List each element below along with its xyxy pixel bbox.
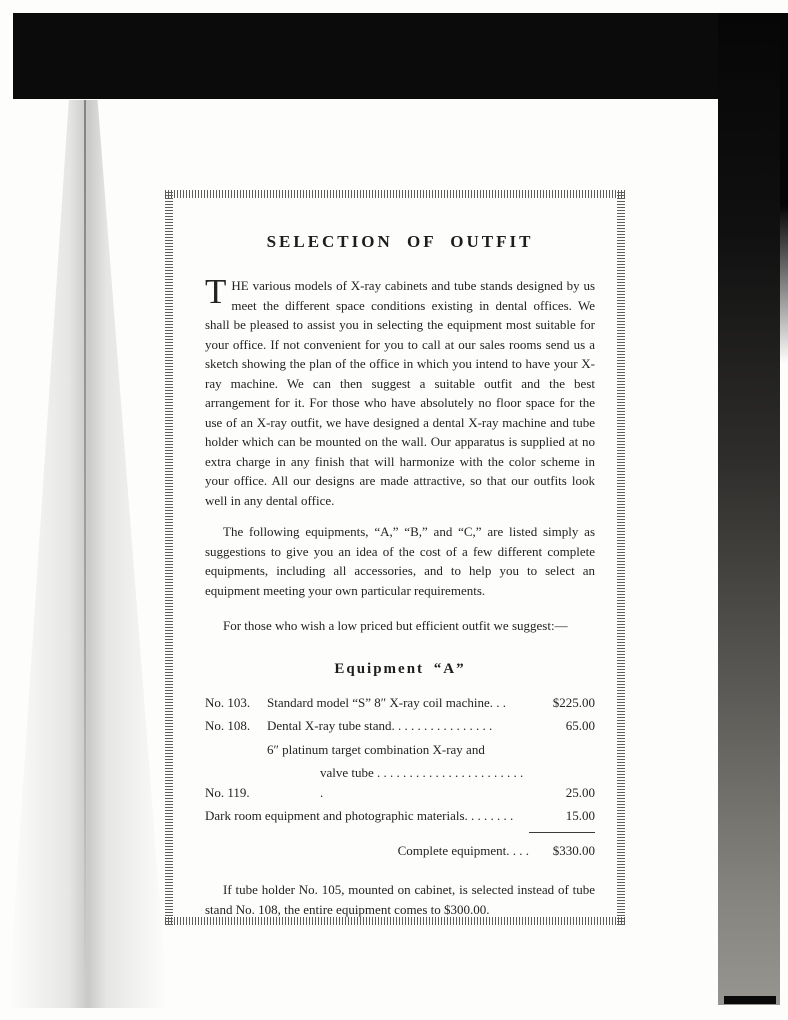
table-row (205, 716, 595, 736)
table-row (205, 693, 595, 713)
total-rule (529, 832, 595, 833)
page-title: SELECTION OF OUTFIT (266, 232, 534, 251)
table-row (205, 740, 595, 803)
item-price: $225.00 (552, 694, 595, 710)
item-description: Dental X-ray tube stand. . . . . . . . . . . . . . . . (267, 718, 493, 733)
item-number: No. 119. (205, 784, 250, 800)
item-price: 25.00 (565, 784, 595, 800)
intro-paragraph (205, 272, 595, 510)
item-price: 15.00 (565, 808, 595, 823)
item-number: No. 103. (205, 694, 251, 710)
total-label: Complete equipment. . . . (397, 842, 529, 858)
intro-paragraph-text: HE various models of X-ray cabinets and tube stands designed by us meet the different space conditions existing in dental offices. We shall be pleased to assist you in selecting the equipment most suitable for your office. If not convenient for you to call at our sales rooms send us a sketch showing the plan of the office in which you intend to have your X-ray machine. We can then suggest a suitable outfit and the best arrangement for it. For those who have absolutely no floor space for the use of an X-ray outfit, we have designed a dental X-ray machine and tube holder which can be mounted on the wall. Our apparatus is supplied at no extra charge in any finish that will harmonize with the color scheme in your office. All our designs are made attractive, so that our outfits look well in any dental office. (205, 278, 595, 508)
equipment-price-table (205, 693, 595, 826)
item-number: No. 108. (205, 718, 251, 733)
item-description: Standard model “S” 8″ X-ray coil machine. . . (267, 694, 506, 710)
book-gutter-fold-line (84, 100, 86, 990)
frame-edge-left (165, 190, 173, 925)
scanner-bottom-black-strip (724, 996, 776, 1004)
note-paragraph: If tube holder No. 105, mounted on cabinet, is selected instead of tube stand No. 108, the entire equipment comes to $300.00. (205, 882, 595, 917)
equipments-list-paragraph: The following equipments, “A,” “B,” and “C,” are listed simply as suggestions to give you an idea of the cost of a few different complete equipments, including all accessories, and to help you to select an equipment meeting your own particular requirements. (205, 524, 595, 598)
book-gutter-shadow (8, 100, 168, 1008)
drop-cap: T (205, 272, 227, 311)
total-price: $330.00 (552, 842, 595, 858)
suggestion-paragraph: For those who wish a low priced but efficient outfit we suggest:— (223, 618, 568, 633)
ornamental-border-frame (165, 190, 625, 925)
equipment-a-title: Equipment “A” (334, 660, 466, 677)
item-description: 6″ platinum target combination X-ray and valve tube . . . . . . . . . . . . . . . . . . . . . . . . (267, 741, 524, 800)
scanner-top-black-bar (13, 13, 718, 99)
table-row (205, 806, 595, 826)
item-price: 65.00 (565, 718, 595, 733)
book-page-edge-shadow-top (780, 13, 788, 363)
page-content (205, 232, 595, 919)
frame-edge-right (617, 190, 625, 925)
item-description: Dark room equipment and photographic materials. . . . . . . . (205, 808, 514, 823)
total-row (205, 841, 595, 861)
frame-edge-top (165, 190, 625, 198)
book-page-edge-shadow (718, 13, 780, 1005)
